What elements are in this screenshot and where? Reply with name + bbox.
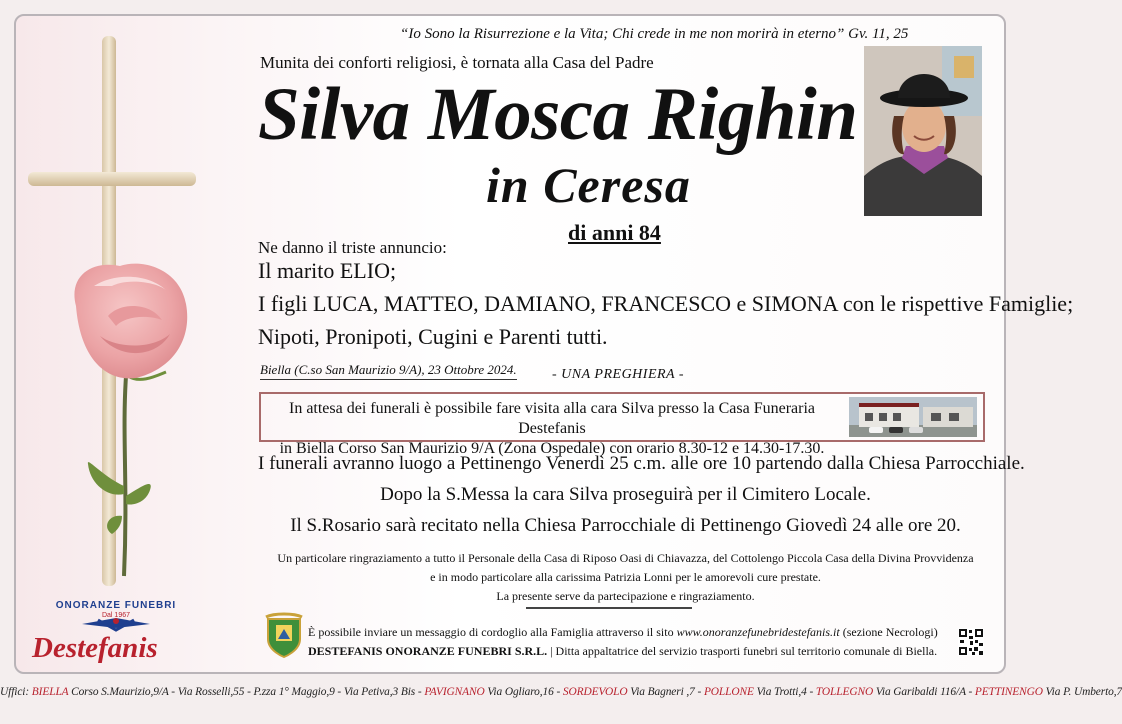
place-and-date: Biella (C.so San Maurizio 9/A), 23 Ottobre 2024. <box>260 362 517 380</box>
company-info-text: | Ditta appaltatrice del servizio trasporti funebri sul territorio comunale di Biella. <box>547 644 938 658</box>
deceased-age: di anni 84 <box>568 220 661 245</box>
condolence-info-line <box>308 625 938 640</box>
cross-and-rose-illustration <box>16 16 216 676</box>
thanks-line-3: La presente serve da partecipazione e ringraziamento. <box>496 589 755 603</box>
thanks-line-1: Un particolare ringraziamento a tutto il Personale della Casa di Riposo Oasi di Chiavazza, del Cottolengo Piccola Casa della Divina Provvidenza <box>277 551 974 565</box>
deceased-name: Silva Mosca Righin <box>258 73 858 156</box>
portrait-image <box>864 46 982 216</box>
family-line-children: I figli LUCA, MATTEO, DAMIANO, FRANCESCO e SIMONA con le rispettive Famiglie; <box>258 291 1074 316</box>
offices-label: Uffici: <box>0 686 32 698</box>
deceased-portrait-photo <box>864 46 982 216</box>
condolence-text-post: (sezione Necrologi) <box>839 625 938 639</box>
office-town-pollone: POLLONE <box>703 686 754 698</box>
family-line-husband: Il marito ELIO; <box>258 258 397 283</box>
office-address-pettinengo: Via P. Umberto,7 <box>1042 686 1122 698</box>
visit-info-text <box>261 399 843 459</box>
office-town-pavignano: PAVIGNANO <box>424 686 485 698</box>
visit-line-1: In attesa dei funerali è possibile fare visita alla cara Silva presso la Casa Funeraria Destefanis <box>288 400 815 437</box>
office-town-sordevolo: SORDEVOLO <box>562 686 628 698</box>
town-crest-icon <box>264 613 304 659</box>
office-town-pettinengo: PETTINENGO <box>974 686 1043 698</box>
office-address-pavignano: Via Ogliaro,16 - <box>484 686 563 698</box>
office-address-sordevolo: Via Bagneri ,7 - <box>627 686 704 698</box>
office-address-pollone: Via Trotti,4 - <box>753 686 816 698</box>
funeral-info-line-2: Dopo la S.Messa la cara Silva proseguirà per il Cimitero Locale. <box>380 484 871 505</box>
company-info-line <box>308 644 937 659</box>
company-name: DESTEFANIS ONORANZE FUNEBRI S.R.L. <box>308 644 548 658</box>
visit-info-box <box>259 392 985 457</box>
qr-code-icon[interactable] <box>958 628 984 656</box>
announcement-intro: Ne danno il triste annuncio: <box>258 238 447 257</box>
office-address-tollegno: Via Garibaldi 116/A - <box>873 686 975 698</box>
rose-icon <box>74 264 187 576</box>
prayer-label: - UNA PREGHIERA - <box>552 367 685 382</box>
logo-top-text: ONORANZE FUNEBRI <box>55 600 177 611</box>
office-town-biella: BIELLA <box>31 686 69 698</box>
obituary-card <box>14 14 1074 674</box>
condolence-website-link[interactable]: www.onoranzefunebridestefanis.it <box>676 625 840 639</box>
married-name: in Ceresa <box>486 157 691 213</box>
thanks-text <box>258 549 993 606</box>
funeral-home-photo <box>849 397 977 437</box>
thanks-line-2: e in modo particolare alla carissima Patrizia Lonni per le amorevoli cure prestate. <box>430 570 821 584</box>
logo-since-text: Dal 1967 <box>101 612 131 619</box>
logo-company-name: Destefanis <box>32 632 158 664</box>
divider-line <box>526 607 692 609</box>
bible-quote: “Io Sono la Risurrezione e la Vita; Chi crede in me non morirà in eterno” Gv. 11, 25 <box>400 26 909 42</box>
office-town-tollegno: TOLLEGNO <box>815 686 874 698</box>
condolence-text-pre: È possibile inviare un messaggio di cordoglio alla Famiglia attraverso il sito <box>308 625 677 639</box>
visit-line-2: in Biella Corso San Maurizio 9/A (Zona Ospedale) con orario 8.30-12 e 14.30-17.30. <box>279 440 825 457</box>
funeral-info-line-1: I funerali avranno luogo a Pettinengo Venerdì 25 c.m. alle ore 10 partendo dalla Chiesa Parrocchiale. <box>258 453 1025 474</box>
family-line-relatives: Nipoti, Pronipoti, Cugini e Parenti tutti. <box>258 324 608 349</box>
office-address-biella: Corso S.Maurizio,9/A - Via Rosselli,55 - P.zza 1° Maggio,9 - Via Petiva,3 Bis - <box>68 686 425 698</box>
offices-footer <box>0 686 1122 698</box>
religious-comforts-text: Munita dei conforti religiosi, è tornata alla Casa del Padre <box>260 53 654 72</box>
funeral-info-line-3: Il S.Rosario sarà recitato nella Chiesa Parrocchiale di Pettinengo Giovedì 24 alle ore 20. <box>290 515 961 536</box>
